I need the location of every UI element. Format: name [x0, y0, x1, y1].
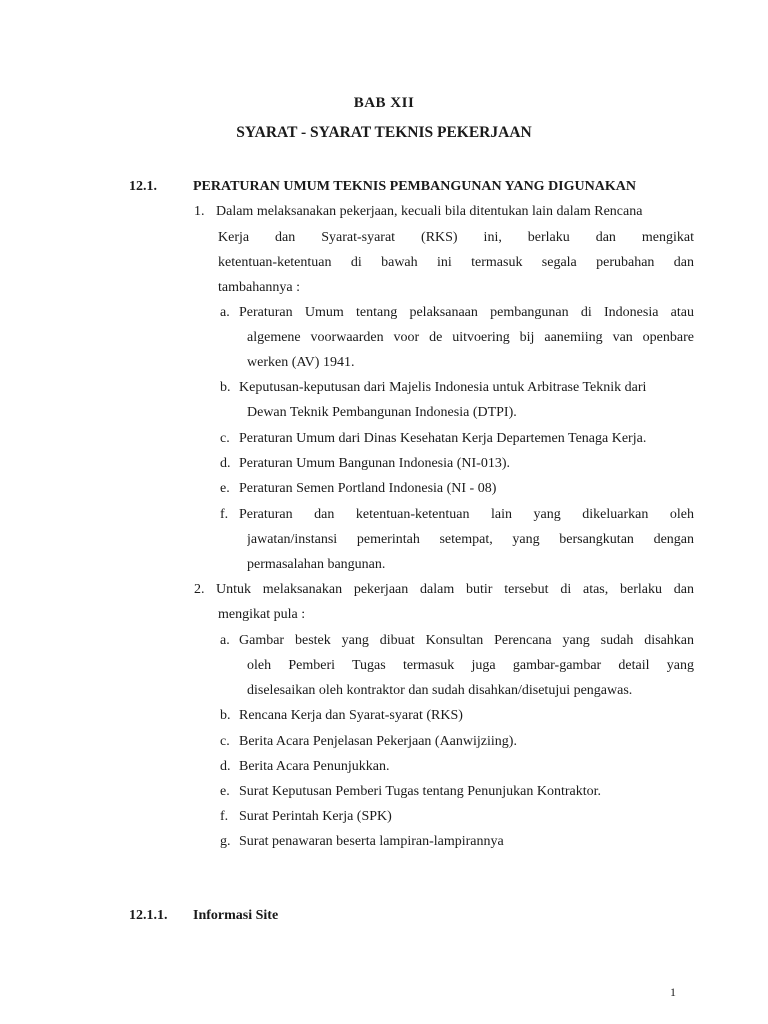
list-item-marker: 1.: [194, 204, 205, 219]
sub-item-line: Peraturan dan ketentuan-ketentuan lain yang dikeluarkan oleh: [239, 507, 694, 522]
sub-item-line: Dewan Teknik Pembangunan Indonesia (DTPI).: [247, 405, 517, 420]
paragraph-line: tambahannya :: [218, 280, 301, 295]
sub-item-line: Rencana Kerja dan Syarat-syarat (RKS): [239, 708, 463, 723]
sub-item-marker: d.: [220, 759, 231, 774]
sub-item-line: Keputusan-keputusan dari Majelis Indonesia untuk Arbitrase Teknik dari: [239, 380, 647, 395]
paragraph-line: mengikat pula :: [218, 607, 306, 622]
chapter-heading: BAB XII: [353, 95, 415, 111]
sub-item-marker: e.: [220, 784, 230, 799]
sub-item-line: Berita Acara Penunjukkan.: [239, 759, 390, 774]
sub-item-line: Gambar bestek yang dibuat Konsultan Perencana yang sudah disahkan: [239, 633, 694, 648]
paragraph-line: Kerja dan Syarat-syarat (RKS) ini, berlaku dan mengikat: [218, 230, 694, 245]
sub-item-marker: d.: [220, 456, 231, 471]
paragraph-line: Dalam melaksanakan pekerjaan, kecuali bila ditentukan lain dalam Rencana: [216, 204, 643, 219]
sub-item-marker: a.: [220, 305, 230, 320]
sub-item-line: diselesaikan oleh kontraktor dan sudah disahkan/disetujui pengawas.: [247, 683, 633, 698]
chapter-title: SYARAT - SYARAT TEKNIS PEKERJAAN: [236, 124, 532, 141]
sub-item-marker: b.: [220, 380, 231, 395]
sub-item-line: Surat penawaran beserta lampiran-lampirannya: [239, 834, 504, 849]
subsection-number: 12.1.1.: [129, 908, 168, 923]
paragraph-line: ketentuan-ketentuan di bawah ini termasuk segala perubahan dan: [218, 255, 694, 270]
sub-item-marker: c.: [220, 734, 230, 749]
page-number: 1: [670, 985, 676, 999]
sub-item-line: Surat Perintah Kerja (SPK): [239, 809, 392, 824]
sub-item-marker: c.: [220, 431, 230, 446]
subsection-title: Informasi Site: [193, 908, 279, 923]
section-number: 12.1.: [129, 179, 157, 194]
sub-item-marker: a.: [220, 633, 230, 648]
sub-item-marker: f.: [220, 809, 229, 824]
sub-item-line: permasalahan bangunan.: [247, 557, 386, 572]
paragraph-line: Untuk melaksanakan pekerjaan dalam butir tersebut di atas, berlaku dan: [216, 582, 694, 597]
sub-item-line: Peraturan Semen Portland Indonesia (NI - 08): [239, 481, 497, 496]
sub-item-marker: e.: [220, 481, 230, 496]
section-title: PERATURAN UMUM TEKNIS PEMBANGUNAN YANG DIGUNAKAN: [193, 179, 636, 194]
sub-item-marker: g.: [220, 834, 231, 849]
sub-item-line: oleh Pemberi Tugas termasuk juga gambar-gambar detail yang: [247, 658, 694, 673]
sub-item-line: algemene voorwaarden voor de uitvoering bij aanemiing van openbare: [247, 330, 694, 345]
list-item-marker: 2.: [194, 582, 205, 597]
sub-item-line: werken (AV) 1941.: [247, 355, 355, 370]
sub-item-marker: b.: [220, 708, 231, 723]
sub-item-marker: f.: [220, 507, 229, 522]
sub-item-line: Peraturan Umum dari Dinas Kesehatan Kerja Departemen Tenaga Kerja.: [239, 431, 647, 446]
sub-item-line: Berita Acara Penjelasan Pekerjaan (Aanwijziing).: [239, 734, 517, 749]
sub-item-line: Surat Keputusan Pemberi Tugas tentang Penunjukan Kontraktor.: [239, 784, 602, 799]
sub-item-line: Peraturan Umum Bangunan Indonesia (NI-013).: [239, 456, 510, 471]
sub-item-line: jawatan/instansi pemerintah setempat, yang bersangkutan dengan: [247, 532, 694, 547]
sub-item-line: Peraturan Umum tentang pelaksanaan pembangunan di Indonesia atau: [239, 305, 694, 320]
